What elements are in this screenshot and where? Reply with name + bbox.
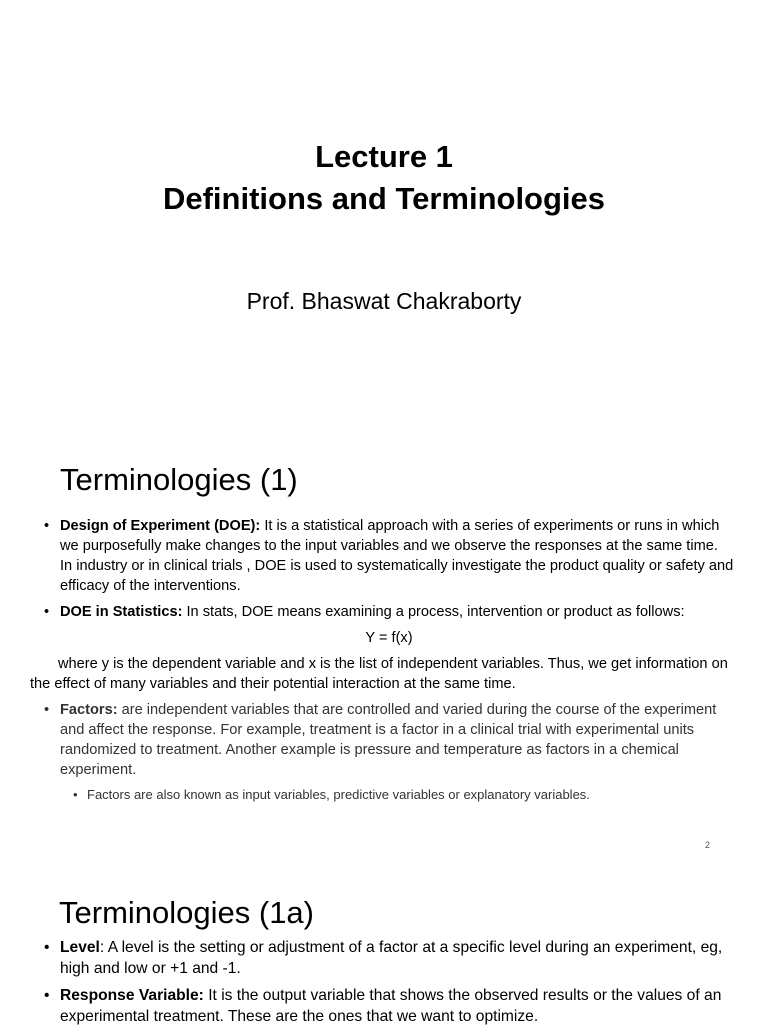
- term-doe-statistics: DOE in Statistics:: [60, 604, 183, 620]
- slide-content: [30, 516, 734, 804]
- definition-doe-statistics: In stats, DOE means examining a process, intervention or product as follows:: [182, 604, 685, 620]
- terminologies-1a-slide: [0, 860, 768, 1024]
- equation: Y = f(x): [365, 630, 413, 646]
- terminologies-1-slide: [0, 440, 768, 860]
- definition-doe: It is a statistical approach with a series of experiments or runs in which we purposefully make changes to the input variables and we observe the responses at the same time. In industry or in clinical trials , DOE is used to systematically investigate the product quality or safety and efficacy of the interventions.: [60, 518, 734, 594]
- lecture-title: [0, 136, 768, 220]
- author-name: Prof. Bhaswat Chakraborty: [246, 288, 522, 314]
- sub-bullet-factors: • Factors are also known as input variables, predictive variables or explanatory variables.: [44, 786, 734, 804]
- where-paragraph: where y is the dependent variable and x is the list of independent variables. Thus, we get information on the effect of many variables and their potential interaction at the same time.: [30, 656, 728, 692]
- bullet-doe: [44, 516, 734, 596]
- slide-title: Terminologies (1a): [59, 895, 314, 930]
- bullet-response-variable: [44, 985, 734, 1027]
- definition-level: : A level is the setting or adjustment of a factor at a specific level during an experiment, eg, high and low or +1 and -1.: [60, 939, 723, 977]
- term-response-variable: Response Variable:: [60, 987, 204, 1004]
- bullet-doe-statistics: [44, 602, 734, 622]
- definition-factors: are independent variables that are controlled and varied during the course of the experiment and affect the response. For example, treatment is a factor in a clinical trial with experimental units randomized to treatment. Another example is pressure and temperature as factors in a chemical experiment.: [60, 702, 717, 778]
- bullet-factors: [44, 700, 734, 780]
- bullet-level: [44, 937, 734, 979]
- title-slide: [0, 0, 768, 440]
- slide-content: [44, 937, 734, 1033]
- slide-title: Terminologies (1): [60, 462, 298, 497]
- lecture-title-line1: Lecture 1: [315, 139, 453, 174]
- term-factors: Factors:: [60, 702, 118, 718]
- term-doe: Design of Experiment (DOE):: [60, 518, 261, 534]
- lecture-title-line2: Definitions and Terminologies: [162, 181, 606, 216]
- definition-response-variable: It is the output variable that shows the observed results or the values of an experimental treatment. These are the ones that we want to optimize.: [60, 987, 722, 1025]
- page-number: 2: [704, 840, 710, 850]
- term-level: Level: [60, 939, 100, 956]
